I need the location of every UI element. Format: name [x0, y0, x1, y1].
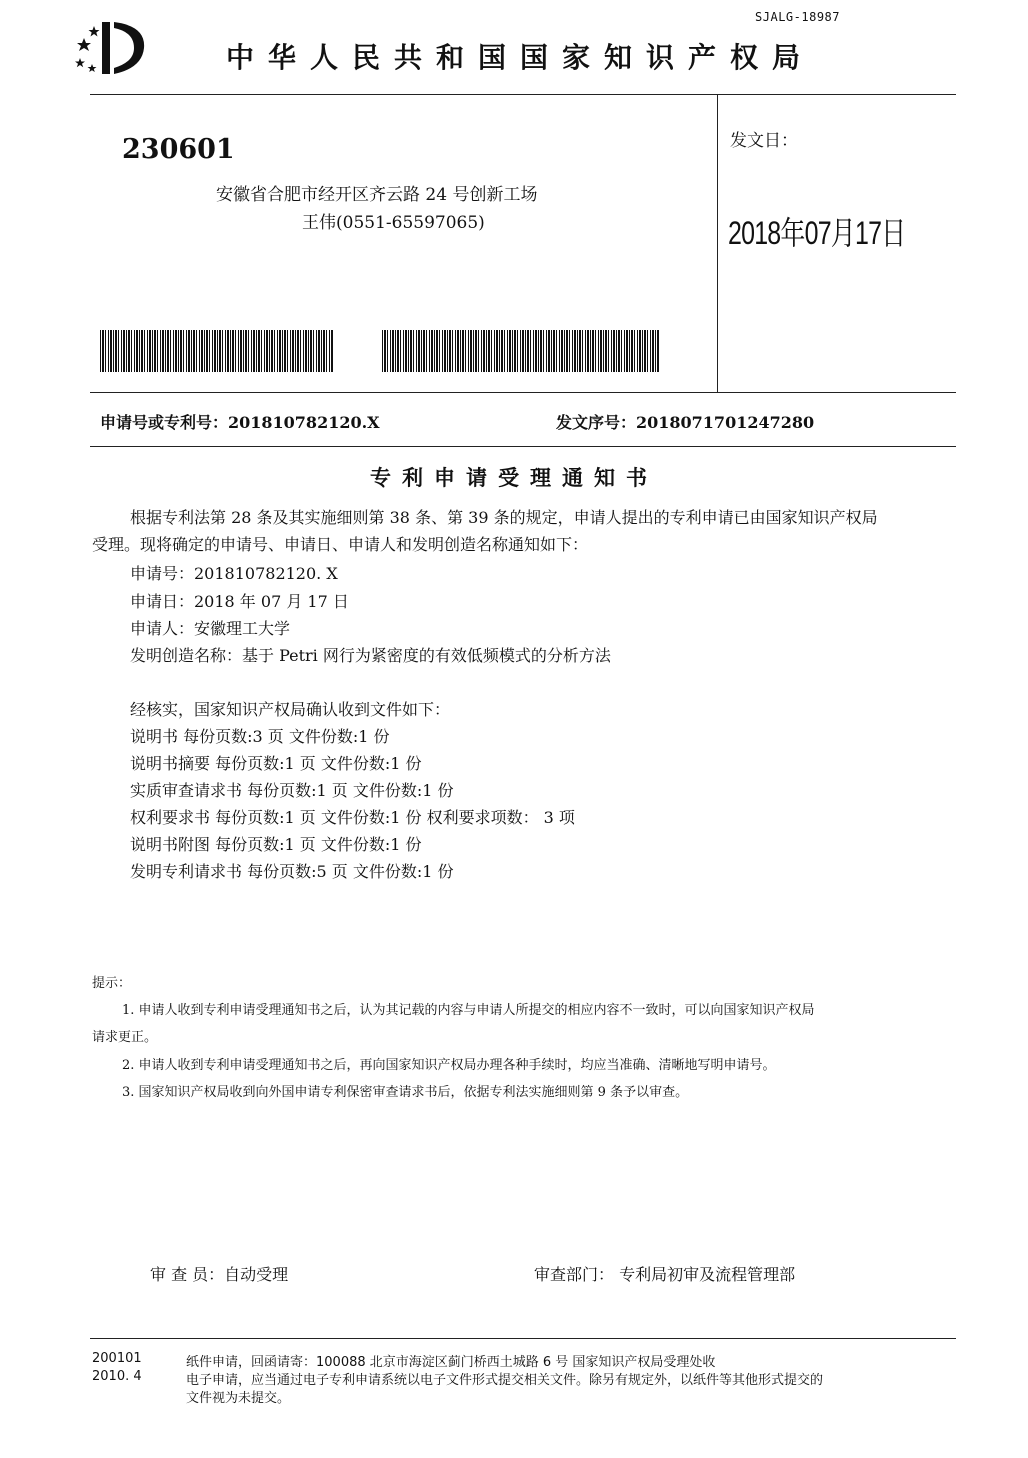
tip-item: 2. 申请人收到专利申请受理通知书之后，再向国家知识产权局办理各种手续时，均应当准确、清晰地写明申请号。 — [122, 1058, 776, 1073]
application-number: 申请号或专利号：201810782120.X — [100, 413, 380, 432]
field-applicant: 申请人：安徽理工大学 — [130, 619, 291, 638]
received-intro: 经核实，国家知识产权局确认收到文件如下： — [130, 700, 451, 719]
footer-electronic-filing-cont: 文件视为未提交。 — [186, 1391, 291, 1406]
barcode-right — [382, 330, 660, 372]
form-code: SJALG-18987 — [755, 10, 840, 24]
recipient-contact: 王伟(0551-65597065) — [302, 213, 485, 233]
footer-form-code: 200101 — [92, 1351, 142, 1366]
footer-paper-filing: 纸件申请，回函请寄：100088 北京市海淀区蓟门桥西土城路 6 号 国家知识产权局受理处收 — [186, 1355, 716, 1370]
intro-line: 根据专利法第 28 条及其实施细则第 38 条、第 39 条的规定，申请人提出的专利申请已由国家知识产权局 — [130, 508, 878, 527]
title-rule — [90, 446, 956, 447]
issue-date-label: 发文日： — [730, 131, 798, 151]
field-application-no: 申请号：201810782120. X — [130, 564, 338, 583]
received-document: 权利要求书 每份页数:1 页 文件份数:1 份 权利要求项数： 3 项 — [130, 808, 575, 827]
header-rule — [90, 94, 956, 95]
intro-line: 受理。现将确定的申请号、申请日、申请人和发明创造名称通知如下： — [92, 535, 589, 554]
barcode-rule — [90, 392, 956, 393]
tip-item: 1. 申请人收到专利申请受理通知书之后，认为其记载的内容与申请人所提交的相应内容不一致时，可以向国家知识产权局 — [122, 1003, 815, 1018]
cnipa-emblem-icon — [72, 18, 152, 78]
field-filing-date: 申请日：2018 年 07 月 17 日 — [130, 592, 349, 611]
review-department: 审查部门： 专利局初审及流程管理部 — [534, 1265, 796, 1284]
footer-rule — [90, 1338, 956, 1339]
received-document: 说明书 每份页数:3 页 文件份数:1 份 — [130, 727, 390, 746]
tip-item: 3. 国家知识产权局收到向外国申请专利保密审查请求书后，依据专利法实施细则第 9 条予以审查。 — [122, 1085, 689, 1100]
agency-name: 中华人民共和国国家知识产权局 — [226, 41, 815, 74]
postal-code: 230601 — [122, 134, 235, 165]
tip-item: 请求更正。 — [92, 1030, 158, 1045]
notice-title: 专利申请受理通知书 — [370, 466, 658, 490]
footer-form-version: 2010. 4 — [92, 1369, 142, 1384]
reviewer: 审 查 员：自动受理 — [150, 1265, 289, 1284]
received-document: 说明书附图 每份页数:1 页 文件份数:1 份 — [130, 835, 422, 854]
column-divider — [717, 94, 718, 392]
footer-electronic-filing: 电子申请，应当通过电子专利申请系统以电子文件形式提交相关文件。除另有规定外，以纸件等其他形式提交的 — [186, 1373, 824, 1388]
received-document: 说明书摘要 每份页数:1 页 文件份数:1 份 — [130, 754, 422, 773]
tips-heading: 提示： — [92, 976, 132, 991]
issue-date-stamp: 2018年07月17日 — [728, 215, 906, 251]
received-document: 实质审查请求书 每份页数:1 页 文件份数:1 份 — [130, 781, 454, 800]
received-document: 发明专利请求书 每份页数:5 页 文件份数:1 份 — [130, 862, 454, 881]
dispatch-serial: 发文序号：2018071701247280 — [556, 413, 815, 432]
barcode-left — [100, 330, 334, 372]
field-invention-title: 发明创造名称：基于 Petri 网行为紧密度的有效低频模式的分析方法 — [130, 646, 611, 665]
recipient-address: 安徽省合肥市经开区齐云路 24 号创新工场 — [216, 185, 538, 205]
